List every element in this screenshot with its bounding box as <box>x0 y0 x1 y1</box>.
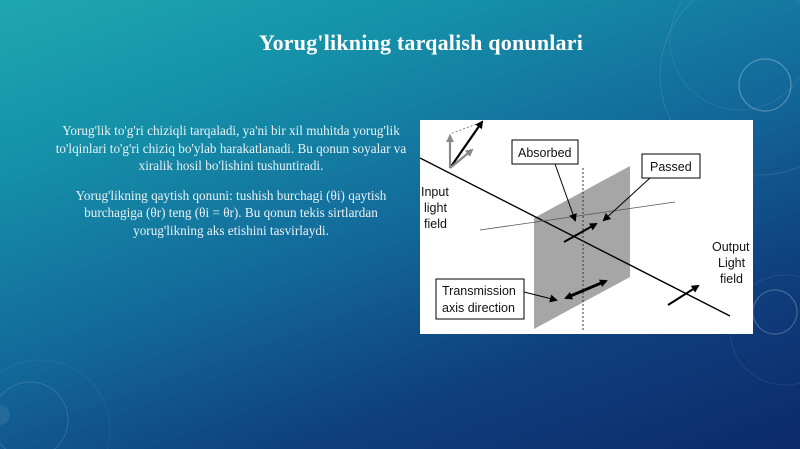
output-label-line3: field <box>720 272 743 286</box>
paragraph-reflection-law: Yorug'likning qaytish qonuni: tushish burchagi (θi) qaytish burchagiga (θr) teng (θi = θr). Bu qonun tekis sirtlardan yorug'likning aks etishini tasvirlaydi. <box>75 187 387 238</box>
output-label-line1: Output <box>712 240 750 254</box>
slide-title: Yorug'likning tarqalish qonunlari <box>258 30 584 55</box>
input-field-vectors <box>450 122 482 168</box>
output-field-arrow <box>668 286 698 305</box>
paragraph-rectilinear-propagation: Yorug'lik to'g'ri chiziqli tarqaladi, ya'ni bir xil muhitda yorug'lik to'lqinlari to'g'ri chiziq bo'ylab harakatlanadi. Bu qonun soyalar va xiralik hosil bo'lishini tushuntiradi. <box>55 123 407 174</box>
polarizer-diagram <box>420 120 753 334</box>
absorbed-label: Absorbed <box>518 146 572 160</box>
polarizer-figure <box>420 120 753 334</box>
output-label-line2: Light <box>718 256 746 270</box>
input-label-line1: Input <box>421 185 449 199</box>
transmission-label-line1: Transmission <box>442 284 516 298</box>
transmission-label-line2: axis direction <box>442 301 515 315</box>
polarizer-plate <box>534 166 630 329</box>
input-label-line2: light <box>424 201 447 215</box>
slide-body <box>50 122 412 252</box>
passed-label: Passed <box>650 160 692 174</box>
input-label-line3: field <box>424 217 447 231</box>
